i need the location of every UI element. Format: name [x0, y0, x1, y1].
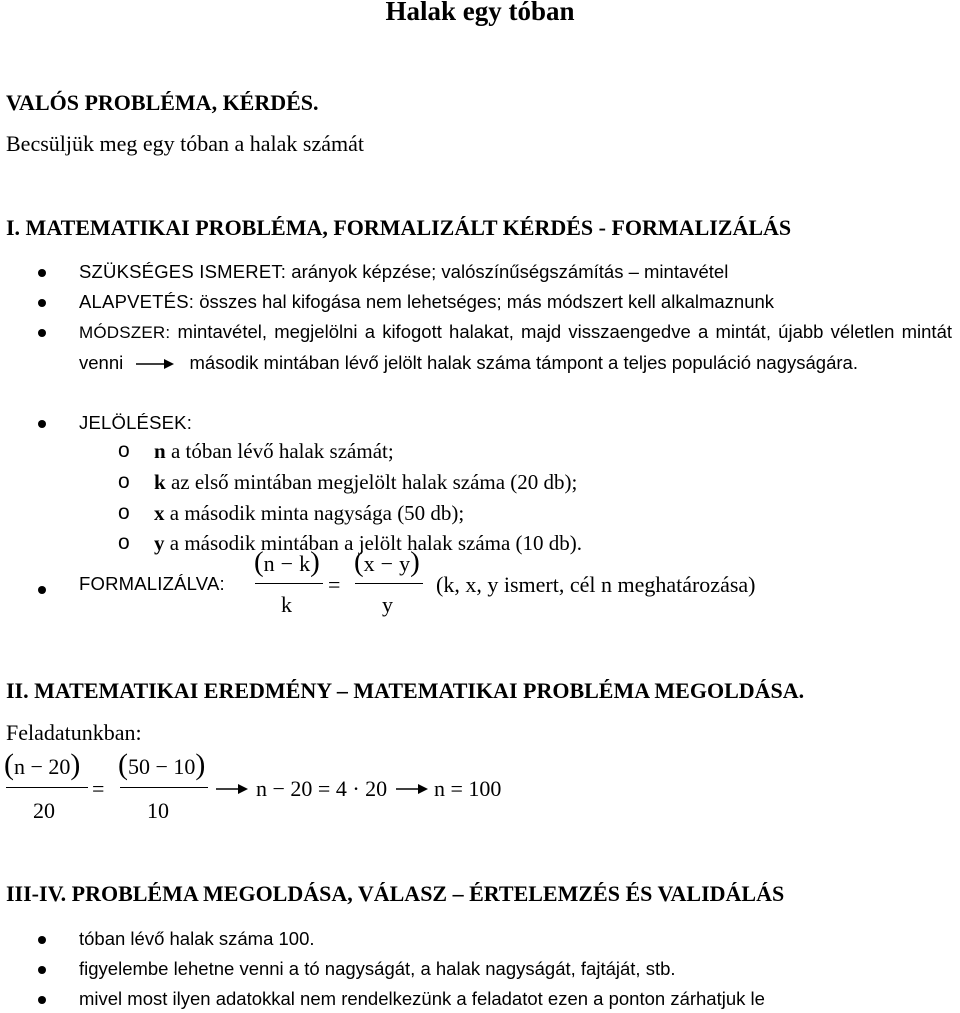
fraction-bar — [255, 583, 323, 584]
fraction-numerator-1 — [254, 546, 320, 578]
minus-sign: − — [280, 551, 294, 576]
bullet-icon — [38, 269, 46, 277]
bullet-icon — [38, 299, 46, 307]
arrow-right-icon — [134, 357, 178, 371]
list-item-conclusion: mivel most ilyen adatokkal nem rendelkezünk a feladatot ezen a ponton zárhatjuk le — [79, 988, 765, 1009]
item-label: ALAPVETÉS: — [79, 291, 195, 312]
notation-item-k — [154, 470, 577, 495]
item-label: MÓDSZER: — [79, 323, 171, 342]
numerator-variable: k — [299, 551, 311, 576]
fraction-denominator-1: k — [281, 592, 292, 617]
item-text-continued: második mintában lévő jelölt halak száma támpont a teljes populáció nagyságára. — [184, 351, 858, 373]
bullet-icon — [38, 996, 46, 1004]
item-text: arányok képzése; valószínűségszámítás – mintavétel — [286, 261, 729, 282]
list-item-required-knowledge — [79, 257, 952, 287]
paren-close: ) — [70, 748, 81, 781]
notation-variable: y — [154, 531, 165, 555]
fraction-numerator-2 — [354, 546, 420, 578]
notation-variable: n — [154, 439, 166, 463]
item-label: JELÖLÉSEK: — [79, 412, 193, 433]
section-text-in-our-task: Feladatunkban: — [6, 720, 142, 745]
result-denominator-1: 20 — [33, 798, 55, 823]
bullet-icon — [38, 936, 46, 944]
paren-close: ) — [410, 546, 420, 578]
circle-bullet-icon: o — [118, 531, 130, 554]
notation-text: a második minta nagysága (50 db); — [164, 501, 465, 525]
paren-open: ( — [118, 748, 128, 781]
list-item-notations — [79, 408, 952, 438]
equals-sign: = — [92, 776, 105, 801]
circle-bullet-icon: o — [118, 501, 130, 524]
fraction-bar — [120, 787, 208, 788]
section-heading-real-problem: VALÓS PROBLÉMA, KÉRDÉS. — [6, 90, 319, 115]
result-denominator-2: 10 — [147, 798, 169, 823]
list-item-basis — [79, 287, 952, 317]
section-heading-mathematical-problem: I. MATEMATIKAI PROBLÉMA, FORMALIZÁLT KÉRDÉS - FORMALIZÁLÁS — [6, 215, 792, 240]
circle-bullet-icon: o — [118, 470, 130, 493]
notation-text: az első mintában megjelölt halak száma (20 db); — [165, 470, 578, 494]
arrow-right-icon — [394, 782, 432, 796]
fraction-bar — [6, 787, 88, 788]
numerator-expression: 50 − 10 — [128, 754, 196, 779]
bullet-icon — [38, 420, 46, 428]
formalized-label: FORMALIZÁLVA: — [79, 573, 225, 594]
result-step-1: n − 20 = 4 · 20 — [256, 776, 388, 801]
bullet-icon — [38, 329, 46, 337]
section-text-real-problem: Becsüljük meg egy tóban a halak számát — [6, 131, 364, 156]
paren-open: ( — [4, 748, 14, 781]
list-item-answer: tóban lévő halak száma 100. — [79, 928, 315, 949]
minus-sign: − — [380, 551, 394, 576]
bullet-icon — [38, 586, 46, 594]
paren-open: ( — [354, 546, 364, 578]
formalized-note: (k, x, y ismert, cél n meghatározása) — [436, 572, 756, 597]
numerator-variable: x — [363, 551, 375, 576]
list-item-method — [79, 317, 952, 377]
notation-variable: x — [154, 501, 165, 525]
bullet-icon — [38, 966, 46, 974]
list-item-considerations: figyelembe lehetne venni a tó nagyságát, a halak nagyságát, fajtáját, stb. — [79, 958, 676, 979]
section-heading-mathematical-result: II. MATEMATIKAI EREDMÉNY – MATEMATIKAI PROBLÉMA MEGOLDÁSA. — [6, 678, 805, 703]
numerator-expression: n − 20 — [14, 754, 71, 779]
paren-close: ) — [310, 546, 320, 578]
item-text: összes hal kifogása nem lehetséges; más módszert kell alkalmaznunk — [194, 291, 775, 312]
numerator-variable: n — [263, 551, 275, 576]
paren-open: ( — [254, 546, 264, 578]
equals-sign: = — [328, 572, 341, 597]
fraction-bar — [355, 583, 423, 584]
arrow-right-icon — [214, 782, 252, 796]
section-heading-interpretation: III-IV. PROBLÉMA MEGOLDÁSA, VÁLASZ – ÉRTELEMZÉS ÉS VALIDÁLÁS — [6, 881, 785, 906]
result-numerator-2 — [118, 748, 206, 781]
notation-text: a tóban lévő halak számát; — [165, 439, 394, 463]
item-label: SZÜKSÉGES ISMERET: — [79, 261, 287, 282]
result-numerator-1 — [4, 748, 81, 781]
result-step-2: n = 100 — [434, 776, 502, 801]
notation-item-x — [154, 501, 464, 526]
item-text: mintavétel, megjelölni a kifogott halakat, majd visszaengedve a mintát, újabb véletlen mintát venni — [79, 321, 952, 373]
notation-item-n — [154, 439, 394, 464]
notation-variable: k — [154, 470, 166, 494]
page-title: Halak egy tóban — [385, 0, 575, 26]
paren-close: ) — [195, 748, 206, 781]
notation-text: a második mintában a jelölt halak száma (10 db). — [164, 531, 583, 555]
fraction-denominator-2: y — [382, 592, 393, 617]
circle-bullet-icon: o — [118, 439, 130, 462]
numerator-variable: y — [399, 551, 411, 576]
